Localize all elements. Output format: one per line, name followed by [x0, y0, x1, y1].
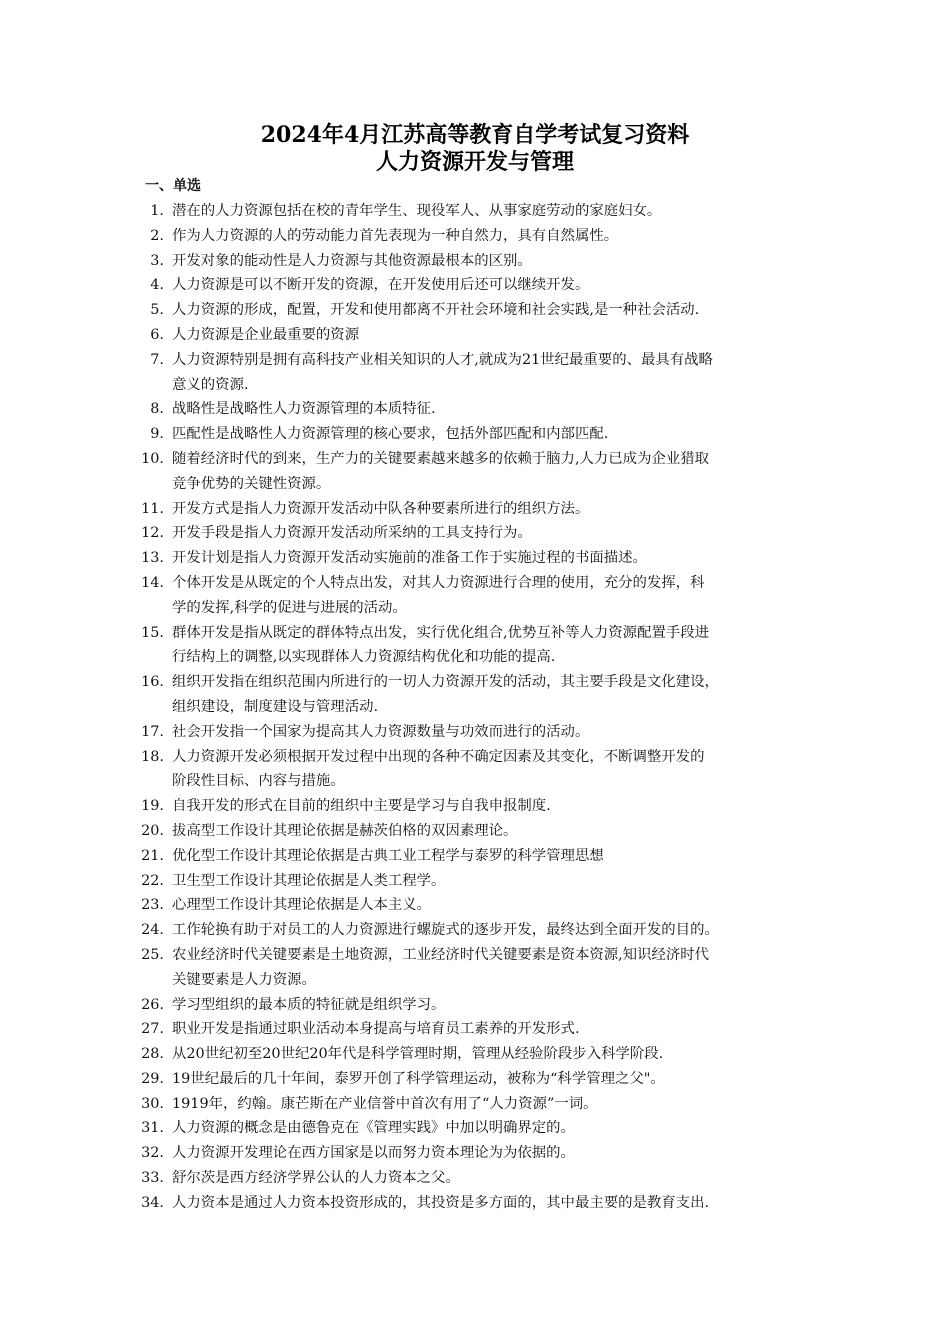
list-item: [140, 447, 820, 497]
list-item-text: 优化型工作设计其理论依据是古典工业工程学与泰罗的科学管理思想: [172, 847, 604, 864]
list-item-number: 20.: [141, 822, 164, 839]
list-item: [140, 571, 820, 621]
list-item-text: 社会开发指一个国家为提高其人力资源数量与功效而进行的活动。: [172, 723, 590, 740]
list-item: [140, 298, 820, 323]
list-item-text: 卫生型工作设计其理论依据是人类工程学。: [172, 872, 446, 889]
list-item: [140, 1141, 820, 1166]
list-item-number: 31.: [141, 1120, 164, 1137]
list-item-number: 13.: [141, 550, 164, 567]
list-item-text: 组织开发指在组织范围内所进行的一切人力资源开发的活动，其主要手段是文化建设， 组织建设，制度建设与管理活动.: [172, 674, 719, 715]
list-item-text: 开发方式是指人力资源开发活动中队各种要素所进行的组织方法。: [172, 500, 590, 517]
list-item-text: 匹配性是战略性人力资源管理的核心要求，包括外部匹配和内部匹配.: [172, 426, 609, 443]
list-item-number: 15.: [141, 624, 164, 641]
list-item-number: 3.: [150, 252, 164, 269]
list-item: [140, 1017, 820, 1042]
list-item-number: 17.: [141, 723, 164, 740]
list-item-number: 9.: [150, 426, 164, 443]
list-item-number: 29.: [141, 1070, 164, 1087]
list-item: [140, 918, 820, 943]
list-item: [140, 422, 820, 447]
list-item-number: 18.: [141, 748, 164, 765]
list-item-text: 开发计划是指人力资源开发活动实施前的准备工作于实施过程的书面描述。: [172, 550, 647, 567]
list-item: [140, 943, 820, 993]
list-item-text: 工作轮换有助于对员工的人力资源进行螺旋式的逐步开发，最终达到全面开发的目的。: [172, 922, 719, 939]
list-item-number: 2.: [150, 227, 164, 244]
list-item: [140, 869, 820, 894]
list-item-number: 22.: [141, 872, 164, 889]
list-item: [140, 199, 820, 224]
list-item-text: 人力资源特别是拥有高科技产业相关知识的人才,就成为21世纪最重要的、最具有战略 意义的资源.: [172, 351, 713, 393]
list-item-text: 自我开发的形式在目前的组织中主要是学习与自我申报制度.: [172, 798, 551, 815]
list-item: [140, 224, 820, 249]
list-item-number: 19.: [141, 798, 164, 815]
title-block: [0, 122, 950, 176]
list-item-text: 职业开发是指通过职业活动本身提高与培育员工素养的开发形式.: [172, 1021, 580, 1038]
list-item: [140, 397, 820, 422]
list-item-number: 33.: [141, 1170, 164, 1187]
list-item-number: 4.: [150, 277, 164, 294]
list-item-number: 7.: [150, 351, 164, 368]
list-item: [140, 273, 820, 298]
list-item: [140, 521, 820, 546]
list-item: [140, 546, 820, 571]
list-item: [140, 621, 820, 671]
list-item: [140, 670, 820, 720]
list-item: [140, 844, 820, 869]
list-item-number: 14.: [141, 574, 164, 591]
list-item-number: 34.: [141, 1194, 164, 1211]
list-item: [140, 745, 820, 795]
list-item-number: 5.: [150, 302, 164, 319]
list-item-text: 拔高型工作设计其理论依据是赫茨伯格的双因素理论。: [172, 822, 518, 839]
list-item-text: 1919年，约翰。康芒斯在产业信誉中首次有用了“人力资源”一词。: [172, 1095, 598, 1112]
document-title: 2024年4月江苏高等教育自学考试复习资料: [260, 122, 690, 148]
list-item-number: 30.: [141, 1095, 164, 1112]
list-item-number: 8.: [150, 401, 164, 418]
list-item-text: 人力资源开发理论在西方国家是以而努力资本理论为为依据的。: [172, 1145, 575, 1162]
list-item: [140, 1166, 820, 1191]
list-item-text: 开发手段是指人力资源开发活动所采纳的工具支持行为。: [172, 525, 532, 542]
list-item-number: 25.: [141, 946, 164, 963]
list-item-number: 23.: [141, 897, 164, 914]
list-item-text: 作为人力资源的人的劳动能力首先表现为一种自然力，具有自然属性。: [172, 227, 619, 244]
list-item: [140, 993, 820, 1018]
list-item: [140, 348, 820, 398]
list-item-text: 开发对象的能动性是人力资源与其他资源最根本的区别。: [172, 252, 532, 269]
list-item-number: 11.: [141, 500, 164, 517]
section-heading: 一、单选: [145, 178, 201, 194]
list-item: [140, 893, 820, 918]
list-item-text: 个体开发是从既定的个人特点出发，对其人力资源进行合理的使用，充分的发挥，科 学的发挥,科学的促进与进展的活动。: [172, 574, 705, 616]
document-subtitle: 人力资源开发与管理: [375, 149, 574, 175]
list-item: [140, 497, 820, 522]
list-item-number: 1.: [150, 203, 164, 219]
list-item: [140, 819, 820, 844]
list-item-number: 12.: [141, 525, 164, 542]
list-item-number: 32.: [141, 1145, 164, 1162]
list-item: [140, 1042, 820, 1067]
list-item-text: 人力资源的概念是由德鲁克在《管理实践》中加以明确界定的。: [172, 1120, 575, 1137]
list-item: [140, 1067, 820, 1092]
list-item-text: 从20世纪初至20世纪20年代是科学管理时期，管理从经验阶段步入科学阶段.: [172, 1046, 664, 1063]
list-item-number: 26.: [141, 996, 164, 1013]
question-list: [140, 199, 820, 1216]
list-item-text: 群体开发是指从既定的群体特点出发，实行优化组合,优势互补等人力资源配置手段进 行结构上的调整,以实现群体人力资源结构优化和功能的提高.: [172, 624, 710, 666]
list-item: [140, 1191, 820, 1216]
list-item-text: 农业经济时代关键要素是土地资源，工业经济时代关键要素是资本资源,知识经济时代 关键要素是人力资源。: [172, 946, 710, 988]
list-item: [140, 720, 820, 745]
list-item-number: 21.: [141, 847, 164, 864]
list-item: [140, 1116, 820, 1141]
list-item-number: 28.: [141, 1046, 164, 1063]
list-item-text: 人力资本是通过人力资本投资形成的，其投资是多方面的，其中最主要的是教育支出.: [172, 1194, 710, 1211]
list-item: [140, 794, 820, 819]
list-item: [140, 249, 820, 274]
list-item-text: 人力资源的形成，配置，开发和使用都离不开社会环境和社会实践,是一种社会活动.: [172, 302, 700, 319]
list-item-text: 学习型组织的最本质的特征就是组织学习。: [172, 996, 446, 1013]
list-item-text: 19世纪最后的几十年间，泰罗开创了科学管理运动，被称为“科学管理之父"。: [172, 1070, 665, 1087]
list-item-text: 心理型工作设计其理论依据是人本主义。: [172, 897, 432, 914]
list-item-number: 10.: [141, 450, 164, 467]
list-item: [140, 323, 820, 348]
list-item-text: 随着经济时代的到来，生产力的关键要素越来越多的依赖于脑力,人力已成为企业猎取 竞争优势的关键性资源。: [172, 450, 710, 492]
list-item-text: 人力资源是可以不断开发的资源，在开发使用后还可以继续开发。: [172, 277, 590, 294]
list-item-text: 人力资源开发必须根据开发过程中出现的各种不确定因素及其变化，不断调整开发的 阶段性目标、内容与措施。: [172, 748, 705, 790]
list-item-number: 16.: [141, 674, 164, 691]
list-item-text: 潜在的人力资源包括在校的青年学生、现役军人、从事家庭劳动的家庭妇女。: [172, 203, 662, 219]
list-item: [140, 1092, 820, 1117]
list-item-number: 24.: [141, 922, 164, 939]
list-item-text: 人力资源是企业最重要的资源: [172, 326, 360, 343]
list-item-number: 27.: [141, 1021, 164, 1038]
list-item-number: 6.: [150, 326, 164, 343]
list-item-text: 舒尔茨是西方经济学界公认的人力资本之父。: [172, 1170, 460, 1187]
list-item-text: 战略性是战略性人力资源管理的本质特征.: [172, 401, 436, 418]
